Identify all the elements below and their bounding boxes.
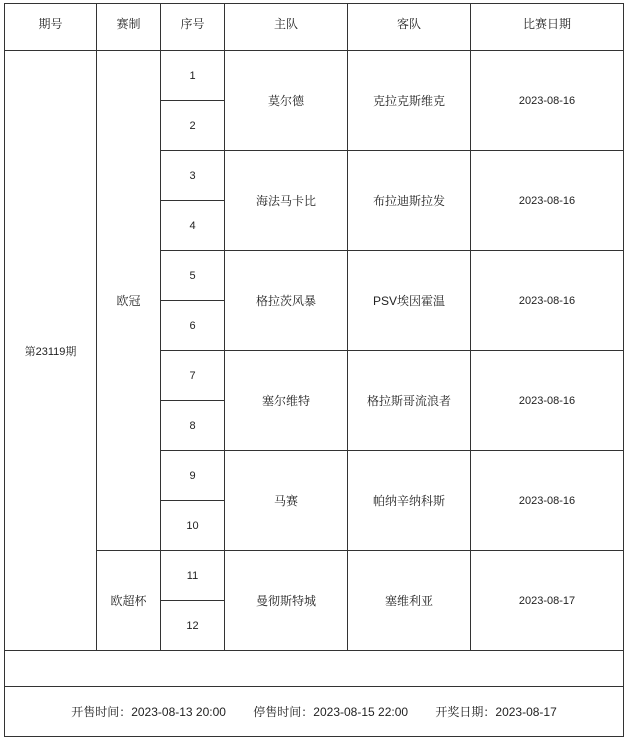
header-date: 比赛日期 — [471, 4, 624, 51]
header-home: 主队 — [225, 4, 348, 51]
away-team-cell: 克拉克斯维克 — [348, 51, 471, 151]
header-away: 客队 — [348, 4, 471, 51]
match-date-cell: 2023-08-17 — [471, 551, 624, 651]
period-cell: 第23119期 — [5, 51, 97, 651]
match-date-cell: 2023-08-16 — [471, 151, 624, 251]
match-schedule-table — [4, 3, 624, 737]
home-team-cell: 曼彻斯特城 — [225, 551, 348, 651]
seq-cell: 2 — [161, 101, 225, 151]
seq-cell: 5 — [161, 251, 225, 301]
seq-cell: 10 — [161, 501, 225, 551]
sale-info-footer — [5, 687, 624, 737]
home-team-cell: 莫尔德 — [225, 51, 348, 151]
seq-cell: 9 — [161, 451, 225, 501]
away-team-cell: 塞维利亚 — [348, 551, 471, 651]
header-competition: 赛制 — [97, 4, 161, 51]
seq-cell: 1 — [161, 51, 225, 101]
match-date-cell: 2023-08-16 — [471, 451, 624, 551]
competition-cell: 欧超杯 — [97, 551, 161, 651]
footer-row — [5, 687, 624, 737]
away-team-cell: PSV埃因霍温 — [348, 251, 471, 351]
away-team-cell: 布拉迪斯拉发 — [348, 151, 471, 251]
competition-cell: 欧冠 — [97, 51, 161, 551]
blank-cell — [5, 651, 624, 687]
blank-row — [5, 651, 624, 687]
seq-cell: 4 — [161, 201, 225, 251]
seq-cell: 6 — [161, 301, 225, 351]
seq-cell: 11 — [161, 551, 225, 601]
sale-start-time: 开售时间：2023-08-13 20:00 — [71, 705, 226, 719]
away-team-cell: 帕纳辛纳科斯 — [348, 451, 471, 551]
table-row — [5, 51, 624, 101]
home-team-cell: 格拉茨风暴 — [225, 251, 348, 351]
home-team-cell: 马赛 — [225, 451, 348, 551]
sale-stop-time: 停售时间：2023-08-15 22:00 — [253, 705, 409, 719]
seq-cell: 12 — [161, 601, 225, 651]
seq-cell: 7 — [161, 351, 225, 401]
match-date-cell: 2023-08-16 — [471, 351, 624, 451]
table-row — [5, 551, 624, 601]
home-team-cell: 海法马卡比 — [225, 151, 348, 251]
home-team-cell: 塞尔维特 — [225, 351, 348, 451]
draw-date: 开奖日期：2023-08-17 — [435, 705, 557, 719]
away-team-cell: 格拉斯哥流浪者 — [348, 351, 471, 451]
header-seq: 序号 — [161, 4, 225, 51]
match-date-cell: 2023-08-16 — [471, 251, 624, 351]
header-period: 期号 — [5, 4, 97, 51]
header-row — [5, 4, 624, 51]
match-date-cell: 2023-08-16 — [471, 51, 624, 151]
seq-cell: 3 — [161, 151, 225, 201]
seq-cell: 8 — [161, 401, 225, 451]
